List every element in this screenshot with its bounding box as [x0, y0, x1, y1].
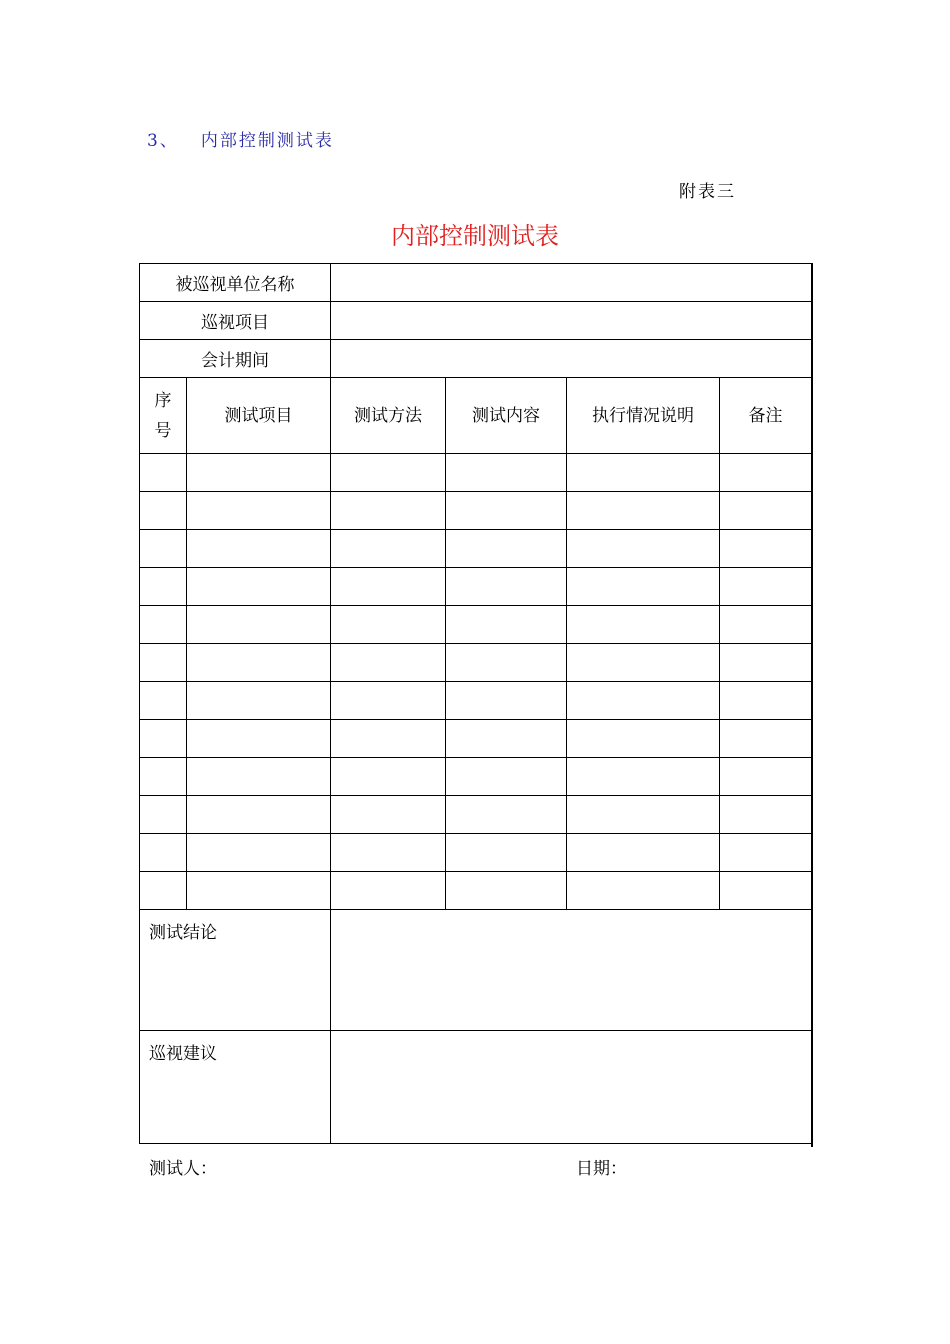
- table-row: [140, 492, 812, 530]
- cell-item[interactable]: [187, 568, 331, 606]
- info-row: [140, 340, 812, 378]
- section-number: 3、: [147, 131, 179, 151]
- cell-execution[interactable]: [567, 834, 720, 872]
- cell-seq[interactable]: [140, 530, 187, 568]
- cell-remark[interactable]: [720, 758, 812, 796]
- cell-remark[interactable]: [720, 796, 812, 834]
- column-header-row: [140, 378, 812, 454]
- cell-method[interactable]: [331, 606, 446, 644]
- cell-content[interactable]: [446, 796, 567, 834]
- cell-remark[interactable]: [720, 682, 812, 720]
- column-header-content: 测试内容: [446, 378, 567, 454]
- table-row: [140, 606, 812, 644]
- cell-remark[interactable]: [720, 834, 812, 872]
- cell-remark[interactable]: [720, 720, 812, 758]
- cell-content[interactable]: [446, 568, 567, 606]
- table-row: [140, 796, 812, 834]
- cell-method[interactable]: [331, 568, 446, 606]
- table-outer-border: [811, 263, 813, 1147]
- table-row: [140, 720, 812, 758]
- cell-remark[interactable]: [720, 454, 812, 492]
- cell-execution[interactable]: [567, 644, 720, 682]
- section-heading-text: 内部控制测试表: [200, 131, 334, 151]
- cell-execution[interactable]: [567, 720, 720, 758]
- cell-item[interactable]: [187, 758, 331, 796]
- cell-seq[interactable]: [140, 492, 187, 530]
- cell-remark[interactable]: [720, 644, 812, 682]
- cell-method[interactable]: [331, 682, 446, 720]
- info-label: 会计期间: [140, 340, 331, 378]
- cell-seq[interactable]: [140, 682, 187, 720]
- cell-method[interactable]: [331, 872, 446, 910]
- conclusion-row: [140, 910, 812, 1031]
- cell-remark[interactable]: [720, 492, 812, 530]
- column-header-execution: 执行情况说明: [567, 378, 720, 454]
- cell-execution[interactable]: [567, 606, 720, 644]
- cell-content[interactable]: [446, 530, 567, 568]
- cell-execution[interactable]: [567, 454, 720, 492]
- cell-method[interactable]: [331, 644, 446, 682]
- table-row: [140, 568, 812, 606]
- table-row: [140, 644, 812, 682]
- cell-item[interactable]: [187, 454, 331, 492]
- cell-execution[interactable]: [567, 796, 720, 834]
- cell-seq[interactable]: [140, 720, 187, 758]
- cell-item[interactable]: [187, 872, 331, 910]
- cell-remark[interactable]: [720, 568, 812, 606]
- cell-content[interactable]: [446, 834, 567, 872]
- cell-item[interactable]: [187, 492, 331, 530]
- appendix-label: 附表三: [679, 182, 736, 202]
- column-header-seq: [140, 378, 187, 454]
- table-row: [140, 834, 812, 872]
- cell-item[interactable]: [187, 796, 331, 834]
- date-label: 日期：: [576, 1159, 627, 1179]
- cell-item[interactable]: [187, 644, 331, 682]
- cell-content[interactable]: [446, 492, 567, 530]
- cell-content[interactable]: [446, 872, 567, 910]
- table-row: [140, 758, 812, 796]
- table-row: [140, 454, 812, 492]
- column-header-item: 测试项目: [187, 378, 331, 454]
- cell-content[interactable]: [446, 454, 567, 492]
- cell-execution[interactable]: [567, 530, 720, 568]
- info-row: [140, 302, 812, 340]
- cell-execution[interactable]: [567, 492, 720, 530]
- tester-label: 测试人：: [149, 1159, 217, 1179]
- cell-seq[interactable]: [140, 606, 187, 644]
- section-heading: [147, 126, 334, 151]
- cell-remark[interactable]: [720, 530, 812, 568]
- cell-content[interactable]: [446, 606, 567, 644]
- internal-control-test-table: [139, 263, 812, 1144]
- cell-execution[interactable]: [567, 758, 720, 796]
- cell-seq[interactable]: [140, 758, 187, 796]
- cell-method[interactable]: [331, 720, 446, 758]
- cell-seq[interactable]: [140, 454, 187, 492]
- info-row: [140, 264, 812, 302]
- cell-item[interactable]: [187, 720, 331, 758]
- cell-content[interactable]: [446, 720, 567, 758]
- cell-method[interactable]: [331, 796, 446, 834]
- column-header-method: 测试方法: [331, 378, 446, 454]
- info-label: 巡视项目: [140, 302, 331, 340]
- seq-line1: 序: [154, 390, 172, 411]
- cell-content[interactable]: [446, 644, 567, 682]
- cell-method[interactable]: [331, 454, 446, 492]
- column-header-remark: 备注: [720, 378, 812, 454]
- suggestion-field[interactable]: [331, 1031, 812, 1144]
- inspection-item-field[interactable]: [331, 302, 812, 340]
- cell-method[interactable]: [331, 834, 446, 872]
- cell-remark[interactable]: [720, 606, 812, 644]
- cell-item[interactable]: [187, 606, 331, 644]
- page-title: 内部控制测试表: [391, 222, 559, 250]
- conclusion-label: 测试结论: [140, 910, 331, 1031]
- cell-seq[interactable]: [140, 568, 187, 606]
- cell-execution[interactable]: [567, 568, 720, 606]
- table-row: [140, 682, 812, 720]
- table-row: [140, 872, 812, 910]
- cell-execution[interactable]: [567, 682, 720, 720]
- cell-item[interactable]: [187, 530, 331, 568]
- cell-remark[interactable]: [720, 872, 812, 910]
- seq-line2: 号: [154, 420, 172, 441]
- cell-seq[interactable]: [140, 796, 187, 834]
- info-label: 被巡视单位名称: [140, 264, 331, 302]
- table-row: [140, 530, 812, 568]
- cell-content[interactable]: [446, 682, 567, 720]
- cell-seq[interactable]: [140, 644, 187, 682]
- cell-execution[interactable]: [567, 872, 720, 910]
- suggestion-label: 巡视建议: [140, 1031, 331, 1144]
- cell-content[interactable]: [446, 758, 567, 796]
- cell-seq[interactable]: [140, 834, 187, 872]
- cell-item[interactable]: [187, 682, 331, 720]
- cell-method[interactable]: [331, 492, 446, 530]
- accounting-period-field[interactable]: [331, 340, 812, 378]
- cell-seq[interactable]: [140, 872, 187, 910]
- cell-method[interactable]: [331, 758, 446, 796]
- suggestion-row: [140, 1031, 812, 1144]
- cell-item[interactable]: [187, 834, 331, 872]
- audited-unit-field[interactable]: [331, 264, 812, 302]
- cell-method[interactable]: [331, 530, 446, 568]
- conclusion-field[interactable]: [331, 910, 812, 1031]
